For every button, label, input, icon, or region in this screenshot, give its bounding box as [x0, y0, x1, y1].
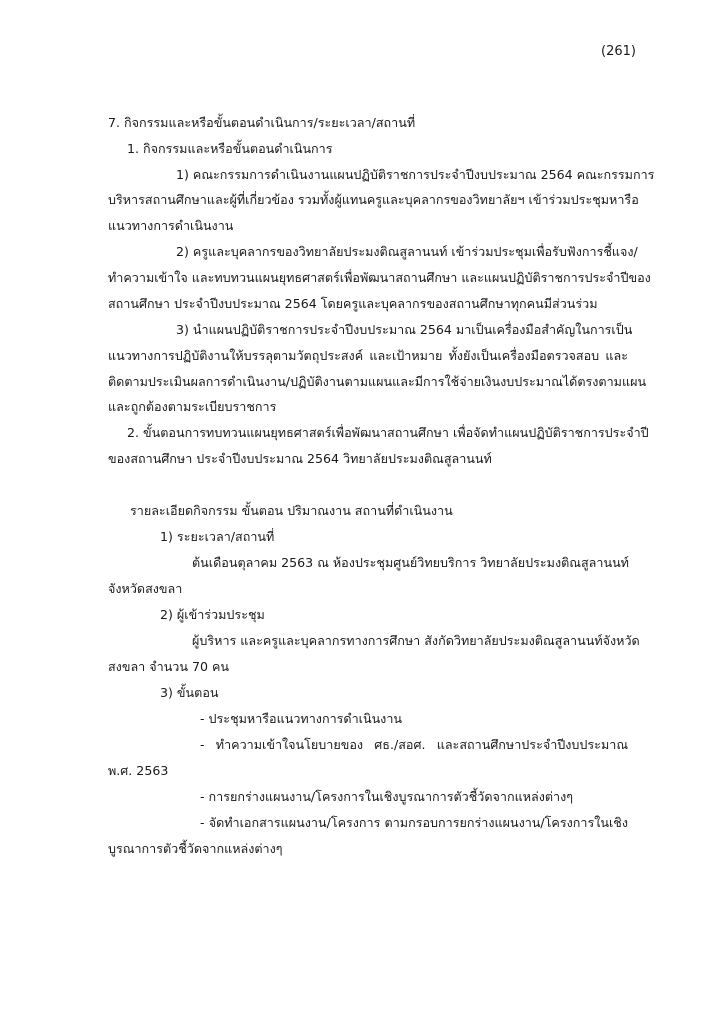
item-1-line-1: 1) คณะกรรมการดำเนินงานแผนปฏิบัติราชการประจำปีงบประมาณ 2564 คณะกรรมการ	[176, 167, 655, 182]
detail-3-bullet-4-line-1: - จัดทำเอกสารแผนงาน/โครงการ ตามกรอบการยกร่างแผนงาน/โครงการในเชิง	[200, 815, 628, 830]
item-2-line-3: สถานศึกษา ประจำปีงบประมาณ 2564 โดยครูและบุคลากรของสถานศึกษาทุกคนมีส่วนร่วม	[108, 296, 598, 311]
detail-3-bullet-1: - ประชุมหารือแนวทางการดำเนินงาน	[200, 711, 403, 726]
item-2-line-1: 2) ครูและบุคลากรของวิทยาลัยประมงติณสูลานนท์ เข้าร่วมประชุมเพื่อรับฟังการชี้แจง/	[176, 244, 638, 259]
detail-2-title: 2) ผู้เข้าร่วมประชุม	[160, 607, 265, 622]
item-3-line-3: ติดตามประเมินผลการดำเนินงาน/ปฏิบัติงานตามแผนและมีการใช้จ่ายเงินงบประมาณได้ตรงตามแผน	[108, 374, 647, 389]
detail-3-title: 3) ขั้นตอน	[160, 685, 219, 700]
page-number: (261)	[601, 44, 636, 59]
detail-1-line-2: จังหวัดสงขลา	[108, 581, 183, 596]
detail-2-line-2: สงขลา จำนวน 70 คน	[108, 659, 230, 674]
detail-3-bullet-4-line-2: บูรณาการตัวชี้วัดจากแหล่งต่างๆ	[108, 841, 283, 856]
detail-1-title: 1) ระยะเวลา/สถานที่	[160, 529, 275, 544]
detail-2-line-1: ผู้บริหาร และครูและบุคลากรทางการศึกษา สังกัดวิทยาลัยประมงติณสูลานนท์จังหวัด	[192, 633, 640, 648]
item-1-line-3: แนวทางการดำเนินงาน	[108, 218, 234, 233]
section-title: 7. กิจกรรมและหรือขั้นตอนดำเนินการ/ระยะเวลา/สถานที่	[108, 115, 416, 130]
detail-3-bullet-3: - การยกร่างแผนงาน/โครงการในเชิงบูรณาการตัวชี้วัดจากแหล่งต่างๆ	[200, 789, 574, 804]
item-3-line-4: และถูกต้องตามระเบียบราชการ	[108, 399, 277, 414]
subsection-2-line-1: 2. ขั้นตอนการทบทวนแผนยุทธศาสตร์เพื่อพัฒนาสถานศึกษา เพื่อจัดทำแผนปฏิบัติราชการประจำปี	[127, 425, 649, 440]
item-3-line-2: แนวทางการปฏิบัติงานให้บรรลุตามวัตถุประสงค์ และเป้าหมาย ทั้งยังเป็นเครื่องมือตรวจสอบ และ	[108, 348, 628, 363]
item-1-line-2: บริหารสถานศึกษาและผู้ที่เกี่ยวข้อง รวมทั้งผู้แทนครูและบุคลากรของวิทยาลัยฯ เข้าร่วมประชุมหารือ	[108, 192, 639, 207]
detail-3-bullet-2-line-1: - ทำความเข้าใจนโยบายของ ศธ./สอศ. และสถานศึกษาประจำปีงบประมาณ	[200, 737, 628, 752]
item-3-line-1: 3) นำแผนปฏิบัติราชการประจำปีงบประมาณ 2564 มาเป็นเครื่องมือสำคัญในการเป็น	[176, 322, 633, 337]
item-2-line-2: ทำความเข้าใจ และทบทวนแผนยุทธศาสตร์เพื่อพัฒนาสถานศึกษา และแผนปฏิบัติราชการประจำปีของ	[108, 270, 651, 285]
detail-3-bullet-2-line-2: พ.ศ. 2563	[108, 763, 169, 778]
subsection-2-line-2: ของสถานศึกษา ประจำปีงบประมาณ 2564 วิทยาลัยประมงติณสูลานนท์	[108, 451, 492, 466]
detail-1-line-1: ต้นเดือนตุลาคม 2563 ณ ห้องประชุมศูนย์วิทยบริการ วิทยาลัยประมงติณสูลานนท์	[192, 555, 629, 570]
details-title: รายละเอียดกิจกรรม ขั้นตอน ปริมาณงาน สถานที่ดำเนินงาน	[130, 503, 453, 518]
subsection-1-title: 1. กิจกรรมและหรือขั้นตอนดำเนินการ	[127, 141, 333, 156]
